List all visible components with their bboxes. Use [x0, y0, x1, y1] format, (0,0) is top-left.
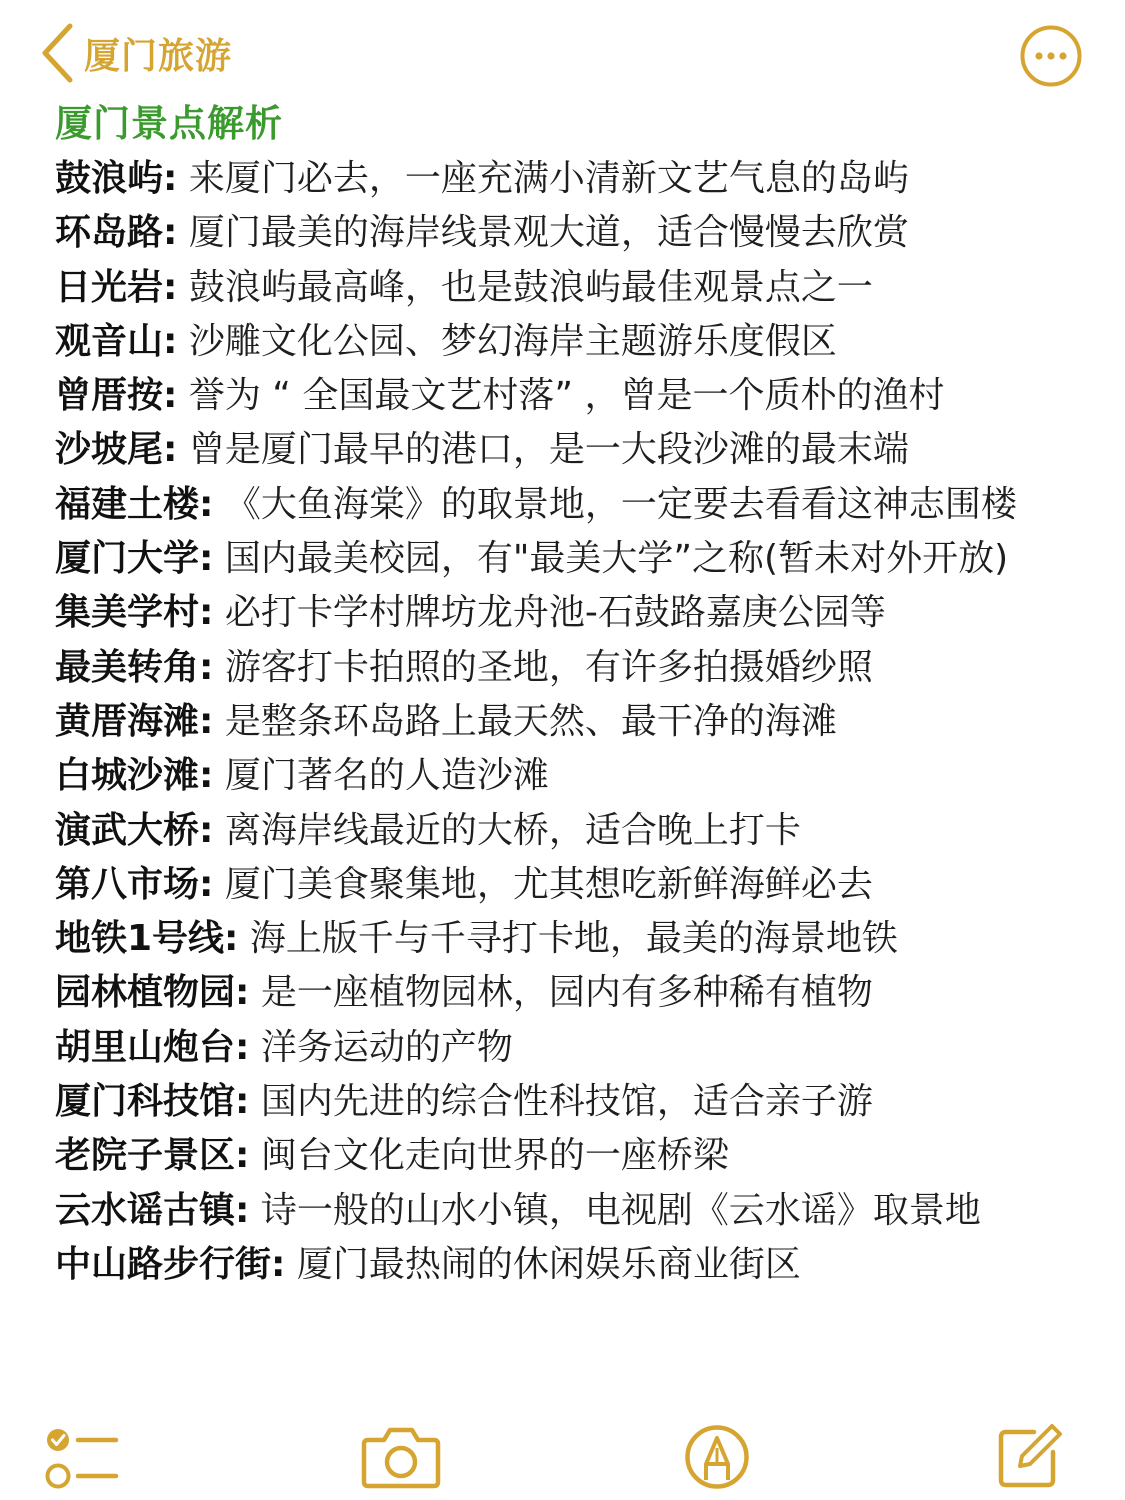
list-item [55, 261, 1105, 315]
checklist-button[interactable] [44, 1424, 120, 1494]
list-item [55, 315, 1105, 369]
note-body[interactable] [55, 96, 1105, 1292]
list-item [55, 749, 1105, 803]
back-button[interactable] [40, 22, 232, 84]
attraction-description: 来厦门必去，一座充满小清新文艺气息的岛屿 [177, 158, 909, 199]
list-item [55, 1129, 1105, 1183]
attraction-name: 云水谣古镇: [55, 1189, 250, 1231]
camera-icon [360, 1424, 442, 1490]
attraction-name: 胡里山炮台: [55, 1026, 250, 1068]
attraction-name: 观音山: [55, 320, 178, 362]
list-item [55, 1021, 1105, 1075]
list-item [55, 532, 1105, 586]
attraction-name: 地铁1号线: [55, 918, 239, 960]
ellipsis-circle-icon [1020, 25, 1082, 87]
more-button[interactable] [1020, 25, 1082, 87]
attraction-description: 沙雕文化公园、梦幻海岸主题游乐度假区 [177, 320, 837, 362]
attraction-description: 厦门著名的人造沙滩 [213, 755, 549, 797]
list-item [55, 966, 1105, 1020]
attraction-name: 中山路步行街: [55, 1243, 286, 1285]
attraction-description: 海上版千与千寻打卡地，最美的海景地铁 [238, 918, 898, 960]
attraction-name: 厦门科技馆: [55, 1081, 250, 1123]
attraction-name: 第八市场: [55, 863, 214, 905]
list-item [55, 1075, 1105, 1129]
list-item [55, 912, 1105, 966]
list-item [55, 478, 1105, 532]
attraction-description: 闽台文化走向世界的一座桥梁 [249, 1135, 729, 1177]
attraction-name: 环岛路: [55, 212, 178, 254]
list-item [55, 1238, 1105, 1292]
attraction-name: 福建土楼: [55, 483, 214, 525]
list-item [55, 369, 1105, 423]
attraction-name: 集美学村: [55, 592, 214, 634]
attraction-name: 厦门大学: [55, 538, 214, 580]
attraction-description: 国内最美校园，有"最美大学”之称(暂未对外开放) [213, 538, 1009, 580]
camera-button[interactable] [360, 1424, 442, 1490]
attraction-description: 洋务运动的产物 [249, 1026, 513, 1068]
attraction-description: 厦门美食聚集地，尤其想吃新鲜海鲜必去 [213, 863, 873, 905]
compose-icon [996, 1420, 1062, 1490]
markup-pen-icon [684, 1424, 750, 1490]
attraction-name: 沙坡尾: [55, 429, 178, 471]
attraction-description: 必打卡学村牌坊龙舟池-石鼓路嘉庚公园等 [213, 592, 886, 634]
attraction-name: 鼓浪屿: [55, 158, 178, 199]
attraction-name: 最美转角: [55, 646, 214, 688]
attraction-description: 厦门最美的海岸线景观大道，适合慢慢去欣赏 [177, 212, 909, 254]
attraction-description: 厦门最热闹的休闲娱乐商业街区 [285, 1243, 801, 1285]
attraction-name: 日光岩: [55, 266, 178, 308]
attraction-description: 诗一般的山水小镇，电视剧《云水谣》取景地 [249, 1189, 981, 1231]
attraction-name: 园林植物园: [55, 972, 250, 1014]
list-item [55, 586, 1105, 640]
attraction-name: 曾厝按: [55, 375, 178, 417]
attraction-description: 国内先进的综合性科技馆，适合亲子游 [249, 1081, 873, 1123]
attraction-description: 游客打卡拍照的圣地，有许多拍摄婚纱照 [213, 646, 873, 688]
attraction-description: 是一座植物园林，园内有多种稀有植物 [249, 972, 873, 1014]
note-title: 厦门景点解析 [55, 102, 283, 145]
markup-button[interactable] [684, 1424, 750, 1490]
attraction-list [55, 152, 1105, 1292]
attraction-name: 演武大桥: [55, 809, 214, 851]
compose-button[interactable] [996, 1420, 1062, 1490]
back-label: 厦门旅游 [84, 35, 233, 77]
list-item [55, 206, 1105, 260]
attraction-name: 老院子景区: [55, 1135, 250, 1177]
list-item [55, 423, 1105, 477]
attraction-description: 是整条环岛路上最天然、最干净的海滩 [213, 700, 837, 742]
navigation-bar [0, 0, 1125, 100]
checklist-icon [44, 1424, 120, 1494]
attraction-description: 曾是厦门最早的港口，是一大段沙滩的最末端 [177, 429, 909, 471]
list-item [55, 695, 1105, 749]
list-item [55, 858, 1105, 912]
attraction-name: 黄厝海滩: [55, 700, 214, 742]
list-item [55, 641, 1105, 695]
bottom-toolbar [0, 1410, 1125, 1500]
chevron-left-icon [40, 22, 74, 84]
list-item [55, 804, 1105, 858]
attraction-description: 《大鱼海棠》的取景地，一定要去看看这神志围楼 [213, 483, 1017, 525]
attraction-name: 白城沙滩: [55, 755, 214, 797]
list-item [55, 1184, 1105, 1238]
attraction-description: 鼓浪屿最高峰，也是鼓浪屿最佳观景点之一 [177, 266, 873, 308]
attraction-description: 离海岸线最近的大桥，适合晚上打卡 [213, 809, 801, 851]
list-item [55, 152, 1105, 206]
attraction-description: 誉为 “ 全国最文艺村落” ，曾是一个质朴的渔村 [177, 375, 945, 417]
